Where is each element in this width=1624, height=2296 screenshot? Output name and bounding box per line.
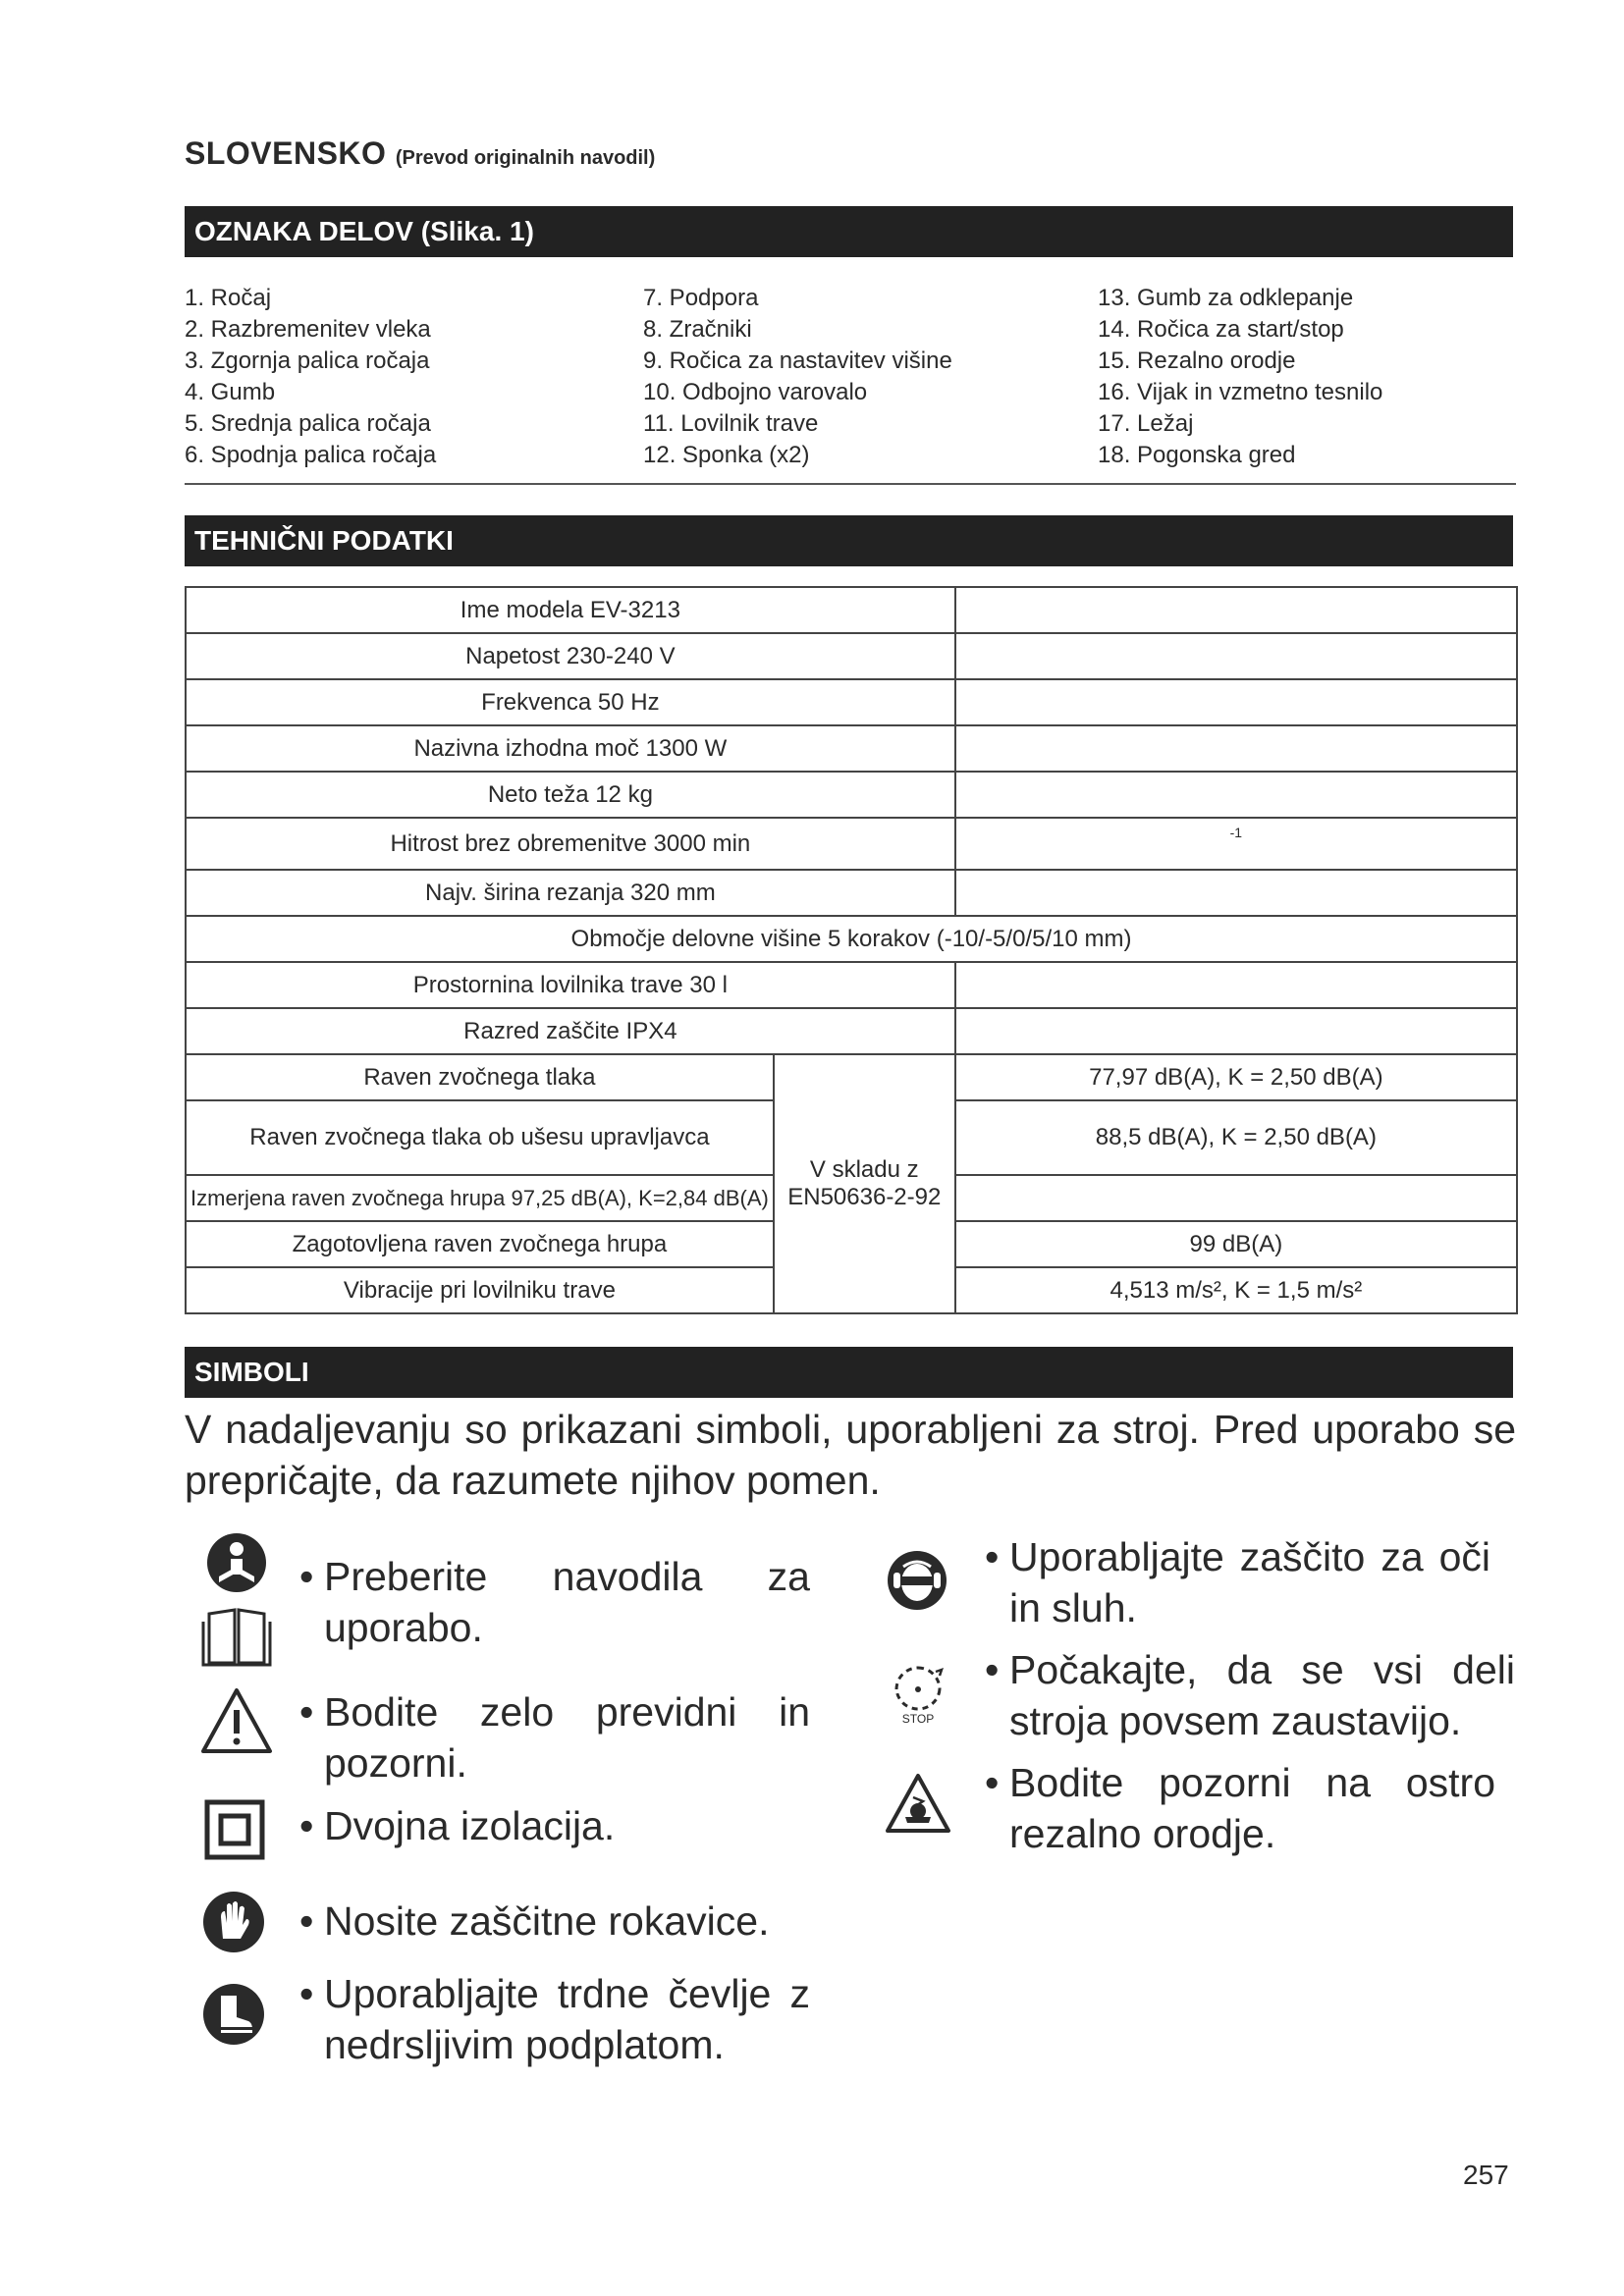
spec-label: Frekvenca 50 Hz [186, 679, 955, 725]
symbol-text-blade: • Bodite pozorni na ostro rezalno orodje. [985, 1760, 1495, 1856]
parts-column-1 [185, 283, 436, 471]
table-row [186, 962, 1517, 1008]
specs-section-title: TEHNIČNI PODATKI [185, 515, 1513, 566]
part-item: 9. Ročica za nastavitev višine [643, 347, 952, 374]
part-item: 4. Gumb [185, 379, 276, 405]
table-row [186, 818, 1517, 870]
stop-rotation-icon [889, 1662, 947, 1725]
document-header [185, 135, 655, 172]
noise-label: Izmerjena raven zvočnega hrupa 97,25 dB(A), K=2,84 dB(A) [186, 1175, 774, 1221]
noise-value [955, 1175, 1517, 1221]
part-item: 10. Odbojno varovalo [643, 379, 868, 405]
part-item: 2. Razbremenitev vleka [185, 316, 431, 343]
page-number: 257 [1463, 2160, 1509, 2190]
symbol-text-stop: • Počakajte, da se vsi deli stroja povsem zaustavijo. [985, 1647, 1515, 1743]
table-row [186, 1008, 1517, 1054]
table-row [186, 916, 1517, 962]
part-item: 6. Spodnja palica ročaja [185, 442, 437, 468]
part-item: 3. Zgornja palica ročaja [185, 347, 430, 374]
part-item: 1. Ročaj [185, 285, 272, 311]
spec-label: Območje delovne višine 5 korakov (-10/-5/0/5/10 mm) [186, 916, 1517, 962]
gloves-icon [201, 1890, 266, 1954]
symbols-section-title: SIMBOLI [185, 1347, 1513, 1398]
language-title: SLOVENSKO [185, 135, 387, 171]
noise-value: 99 dB(A) [955, 1221, 1517, 1267]
stop-label: STOP [901, 1712, 935, 1725]
spec-label: Neto teža 12 kg [186, 772, 955, 818]
table-row [186, 1054, 1517, 1100]
parts-column-2 [643, 283, 952, 471]
table-row [186, 870, 1517, 916]
spec-label: Nazivna izhodna moč 1300 W [186, 725, 955, 772]
spec-label: Razred zaščite IPX4 [186, 1008, 955, 1054]
table-row [186, 633, 1517, 679]
divider [185, 483, 1516, 485]
table-row [186, 772, 1517, 818]
part-item: 15. Rezalno orodje [1098, 347, 1296, 374]
symbol-text-gloves: • Nosite zaščitne rokavice. [299, 1898, 770, 1944]
noise-value: 88,5 dB(A), K = 2,50 dB(A) [955, 1100, 1517, 1175]
sharp-blade-warning-icon [884, 1772, 952, 1835]
spec-label: Ime modela EV-3213 [186, 587, 955, 633]
symbol-text-boots: • Uporabljajte trdne čevlje z nedrsljivim podplatom. [299, 1971, 810, 2067]
header-subtitle: (Prevod originalnih navodil) [395, 147, 656, 169]
boots-icon [201, 1982, 266, 2047]
part-item: 11. Lovilnik trave [643, 410, 819, 437]
noise-label: Raven zvočnega tlaka [186, 1054, 774, 1100]
spec-label: Napetost 230-240 V [186, 633, 955, 679]
table-row [186, 725, 1517, 772]
symbol-text-warning: • Bodite zelo previdni in pozorni. [299, 1689, 810, 1786]
noise-label: Vibracije pri lovilniku trave [186, 1267, 774, 1313]
double-insulation-icon [204, 1799, 265, 1860]
eye-ear-protection-icon [886, 1549, 948, 1612]
part-item: 18. Pogonska gred [1098, 442, 1296, 468]
spec-label: Najv. širina rezanja 320 mm [186, 870, 955, 916]
part-item: 12. Sponka (x2) [643, 442, 810, 468]
spec-label: Hitrost brez obremenitve 3000 min [186, 818, 955, 870]
spec-value [955, 633, 1517, 679]
spec-value: -1 [955, 818, 1517, 870]
symbol-text-insulation: • Dvojna izolacija. [299, 1803, 616, 1848]
spec-value [955, 725, 1517, 772]
noise-value: 4,513 m/s², K = 1,5 m/s² [955, 1267, 1517, 1313]
symbol-text-eye-ear: • Uporabljajte zaščito za oči in sluh. [985, 1534, 1490, 1630]
table-row [186, 587, 1517, 633]
spec-value [955, 962, 1517, 1008]
spec-label: Prostornina lovilnika trave 30 l [186, 962, 955, 1008]
parts-section-title: OZNAKA DELOV (Slika. 1) [185, 206, 1513, 257]
noise-standard: V skladu z EN50636-2-92 [774, 1054, 955, 1313]
part-item: 16. Vijak in vzmetno tesnilo [1098, 379, 1383, 405]
noise-label: Zagotovljena raven zvočnega hrupa [186, 1221, 774, 1267]
spec-value [955, 772, 1517, 818]
part-item: 14. Ročica za start/stop [1098, 316, 1344, 343]
part-item: 8. Zračniki [643, 316, 752, 343]
warning-triangle-icon [199, 1686, 274, 1755]
noise-label: Raven zvočnega tlaka ob ušesu upravljavca [186, 1100, 774, 1175]
spec-value [955, 587, 1517, 633]
part-item: 7. Podpora [643, 285, 759, 311]
spec-value [955, 679, 1517, 725]
part-item: 13. Gumb za odklepanje [1098, 285, 1354, 311]
specs-table [185, 586, 1518, 1314]
symbols-intro: V nadaljevanju so prikazani simboli, uporabljeni za stroj. Pred uporabo se prepričajte, da razumete njihov pomen. [185, 1407, 1516, 1503]
spec-value [955, 870, 1517, 916]
parts-column-3 [1098, 283, 1382, 471]
part-item: 17. Ležaj [1098, 410, 1194, 437]
spec-value [955, 1008, 1517, 1054]
part-item: 5. Srednja palica ročaja [185, 410, 431, 437]
symbol-text-manual: • Preberite navodila za uporabo. [299, 1554, 810, 1650]
table-row [186, 679, 1517, 725]
manual-icon [199, 1533, 274, 1667]
noise-value: 77,97 dB(A), K = 2,50 dB(A) [955, 1054, 1517, 1100]
